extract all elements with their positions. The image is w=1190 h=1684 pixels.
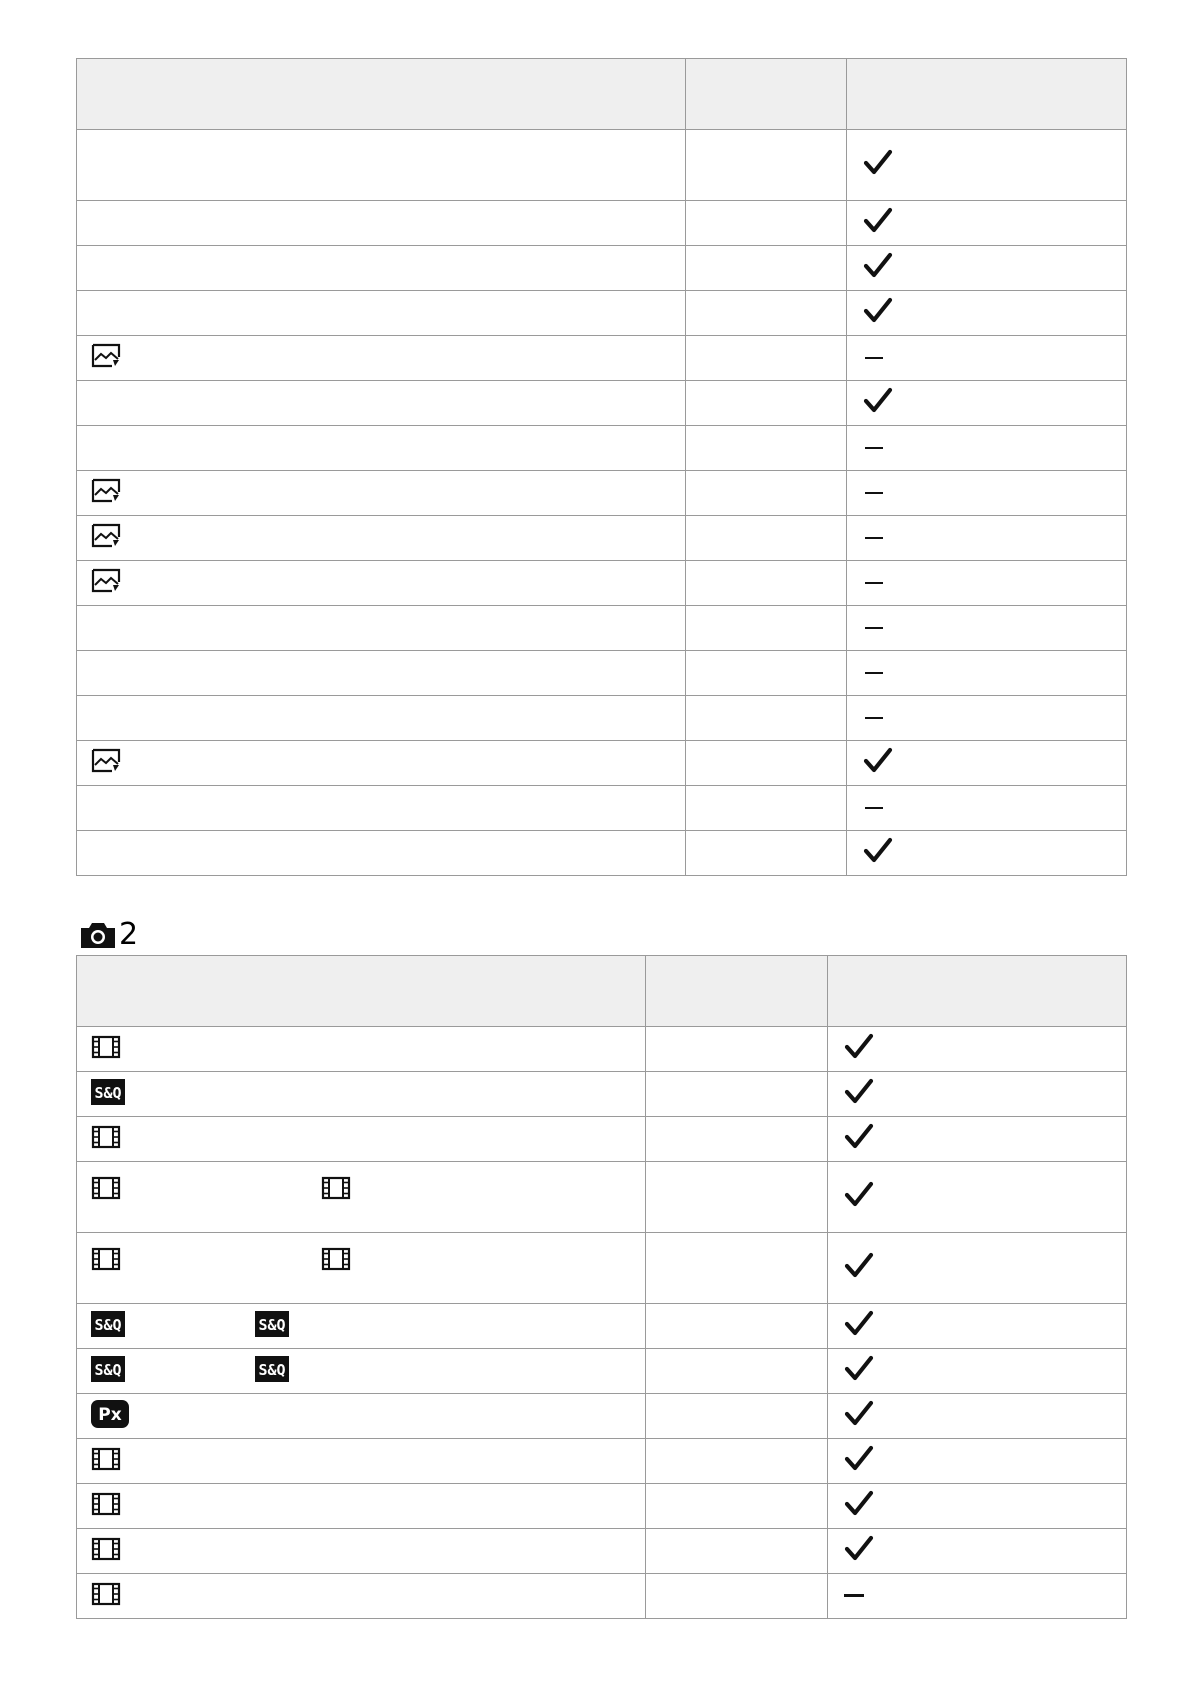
header-cell-mark [828, 956, 1127, 1027]
item-cell [77, 1529, 646, 1574]
item-cell [77, 1117, 646, 1162]
middle-cell [686, 786, 847, 831]
item-cell [77, 1233, 646, 1304]
mark-cell [828, 1484, 1127, 1529]
mark-cell [847, 201, 1127, 246]
middle-cell [646, 1304, 828, 1349]
item-cell [77, 1484, 646, 1529]
middle-cell [646, 1529, 828, 1574]
movie-icon [91, 1492, 121, 1521]
item-cell [77, 201, 686, 246]
sq-icon [255, 1356, 289, 1387]
mark-cell [847, 741, 1127, 786]
check-icon [844, 1490, 874, 1523]
table-row [77, 696, 1127, 741]
middle-cell [646, 1439, 828, 1484]
table-row [77, 471, 1127, 516]
item-cell [77, 696, 686, 741]
check-icon [844, 1181, 874, 1214]
check-icon [844, 1445, 874, 1478]
svg-text:S&Q: S&Q [94, 1360, 122, 1379]
check-icon [863, 387, 893, 420]
middle-cell [646, 1162, 828, 1233]
item-cell [77, 336, 686, 381]
check-icon [863, 207, 893, 240]
middle-cell [686, 696, 847, 741]
mark-cell [847, 561, 1127, 606]
svg-text:S&Q: S&Q [94, 1083, 122, 1102]
middle-cell [686, 246, 847, 291]
check-icon [844, 1252, 874, 1285]
table-row [77, 831, 1127, 876]
middle-cell [646, 1574, 828, 1619]
movie-icon [91, 1582, 121, 1611]
mark-cell [847, 696, 1127, 741]
item-cell [77, 1349, 646, 1394]
svg-text:S&Q: S&Q [94, 1315, 122, 1334]
check-icon [844, 1078, 874, 1111]
movie-icon [321, 1176, 351, 1205]
item-cell [77, 1574, 646, 1619]
table-row [77, 606, 1127, 651]
item-cell [77, 130, 686, 201]
item-cell [77, 786, 686, 831]
svg-text:S&Q: S&Q [258, 1360, 286, 1379]
header-cell-middle [686, 59, 847, 130]
table-row [77, 1117, 1127, 1162]
table-row [77, 1574, 1127, 1619]
section-2-number: 2 [119, 917, 139, 952]
dash-mark [865, 492, 883, 494]
check-icon [844, 1355, 874, 1388]
table-row [77, 1072, 1127, 1117]
check-icon [863, 747, 893, 780]
mark-cell [847, 516, 1127, 561]
item-cell [77, 381, 686, 426]
middle-cell [686, 741, 847, 786]
middle-cell [686, 471, 847, 516]
table-row [77, 786, 1127, 831]
mark-cell [847, 606, 1127, 651]
middle-cell [646, 1484, 828, 1529]
mark-cell [847, 786, 1127, 831]
table-row [77, 1233, 1127, 1304]
table-row [77, 1304, 1127, 1349]
item-cell [77, 1394, 646, 1439]
item-cell [77, 1072, 646, 1117]
item-cell [77, 606, 686, 651]
movie-icon [91, 1247, 121, 1276]
section-2-heading [79, 918, 138, 952]
middle-cell [686, 516, 847, 561]
table-row [77, 1394, 1127, 1439]
middle-cell [646, 1072, 828, 1117]
mark-cell [847, 426, 1127, 471]
table-row [77, 1529, 1127, 1574]
middle-cell [686, 381, 847, 426]
svg-text:S&Q: S&Q [258, 1315, 286, 1334]
movie-icon [321, 1247, 351, 1276]
mark-cell [828, 1529, 1127, 1574]
check-icon [863, 149, 893, 182]
still-image-icon [91, 478, 121, 509]
middle-cell [686, 336, 847, 381]
item-cell [77, 561, 686, 606]
middle-cell [646, 1349, 828, 1394]
middle-cell [686, 606, 847, 651]
movie-icon [91, 1035, 121, 1064]
still-image-icon [91, 748, 121, 779]
movie-icon [91, 1176, 121, 1205]
middle-cell [686, 426, 847, 471]
item-cell [77, 741, 686, 786]
mark-cell [847, 291, 1127, 336]
table-row [77, 1484, 1127, 1529]
check-icon [844, 1310, 874, 1343]
mark-cell [847, 831, 1127, 876]
item-cell [77, 426, 686, 471]
middle-cell [646, 1027, 828, 1072]
item-cell [77, 291, 686, 336]
dash-mark [865, 357, 883, 359]
header-cell-mark [847, 59, 1127, 130]
mark-cell [847, 381, 1127, 426]
mark-cell [847, 471, 1127, 516]
movie-icon [91, 1125, 121, 1154]
table-row [77, 1349, 1127, 1394]
mark-cell [828, 1304, 1127, 1349]
item-cell [77, 831, 686, 876]
mark-cell [828, 1072, 1127, 1117]
check-icon [863, 837, 893, 870]
table-header-row [77, 956, 1127, 1027]
check-icon [863, 297, 893, 330]
mark-cell [847, 336, 1127, 381]
middle-cell [646, 1394, 828, 1439]
sq-icon [91, 1079, 125, 1110]
check-icon [844, 1123, 874, 1156]
dash-mark [865, 672, 883, 674]
mark-cell [847, 651, 1127, 696]
check-icon [863, 252, 893, 285]
sq-icon [255, 1311, 289, 1342]
mark-cell [828, 1233, 1127, 1304]
still-image-icon [91, 568, 121, 599]
middle-cell [686, 651, 847, 696]
dash-mark [865, 447, 883, 449]
settings-table-1 [76, 58, 1127, 876]
item-cell [77, 1162, 646, 1233]
px-icon [91, 1400, 129, 1433]
table-row [77, 201, 1127, 246]
table-row [77, 516, 1127, 561]
middle-cell [686, 561, 847, 606]
still-image-icon [91, 523, 121, 554]
movie-icon [91, 1447, 121, 1476]
table-row [77, 1027, 1127, 1072]
middle-cell [646, 1117, 828, 1162]
table-row [77, 651, 1127, 696]
header-cell-item [77, 956, 646, 1027]
mark-cell [847, 246, 1127, 291]
mark-cell [828, 1162, 1127, 1233]
middle-cell [686, 291, 847, 336]
dash-mark [844, 1594, 864, 1597]
middle-cell [686, 201, 847, 246]
dash-mark [865, 627, 883, 629]
still-image-icon [91, 343, 121, 374]
sq-icon [91, 1311, 125, 1342]
table-header-row [77, 59, 1127, 130]
table-row [77, 336, 1127, 381]
dash-mark [865, 717, 883, 719]
table-row [77, 561, 1127, 606]
middle-cell [646, 1233, 828, 1304]
check-icon [844, 1535, 874, 1568]
table-row [77, 1439, 1127, 1484]
table-row [77, 246, 1127, 291]
movie-icon [91, 1537, 121, 1566]
table-row [77, 741, 1127, 786]
table-row [77, 426, 1127, 471]
dash-mark [865, 582, 883, 584]
check-icon [844, 1400, 874, 1433]
table-row [77, 130, 1127, 201]
item-cell [77, 516, 686, 561]
mark-cell [828, 1439, 1127, 1484]
item-cell [77, 1439, 646, 1484]
mark-cell [828, 1117, 1127, 1162]
sq-icon [91, 1356, 125, 1387]
mark-cell [828, 1394, 1127, 1439]
dash-mark [865, 537, 883, 539]
item-cell [77, 471, 686, 516]
item-cell [77, 1027, 646, 1072]
camera-icon [79, 920, 117, 950]
table-row [77, 1162, 1127, 1233]
middle-cell [686, 831, 847, 876]
svg-text:Px: Px [98, 1404, 122, 1425]
item-cell [77, 1304, 646, 1349]
dash-mark [865, 807, 883, 809]
mark-cell [828, 1349, 1127, 1394]
settings-table-2 [76, 955, 1127, 1619]
item-cell [77, 246, 686, 291]
header-cell-middle [646, 956, 828, 1027]
mark-cell [847, 130, 1127, 201]
table-row [77, 381, 1127, 426]
mark-cell [828, 1574, 1127, 1619]
table-row [77, 291, 1127, 336]
check-icon [844, 1033, 874, 1066]
header-cell-item [77, 59, 686, 130]
middle-cell [686, 130, 847, 201]
mark-cell [828, 1027, 1127, 1072]
item-cell [77, 651, 686, 696]
